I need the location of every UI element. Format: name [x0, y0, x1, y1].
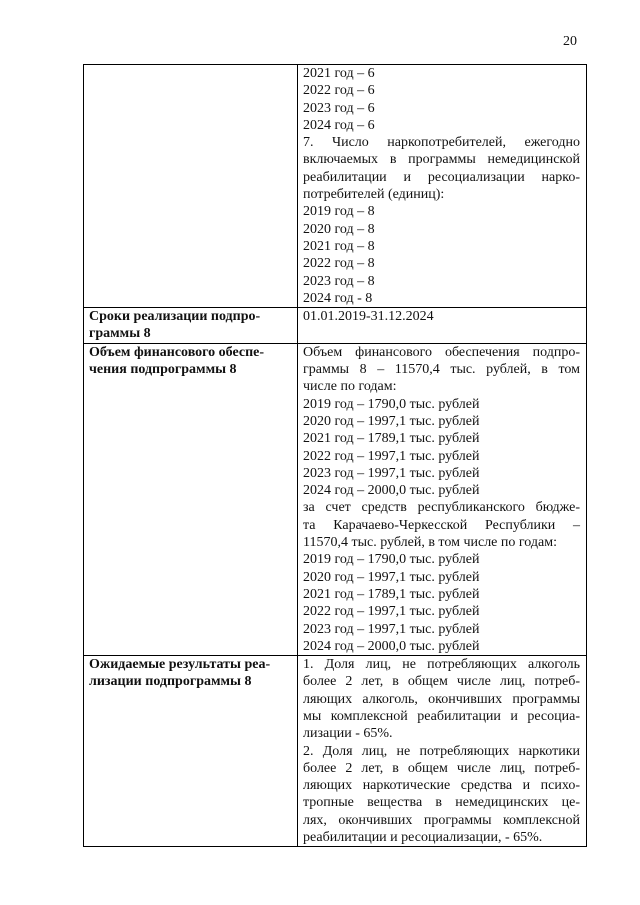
indicator-year-line: 2021 год – 6: [303, 66, 375, 81]
funding-budget-line: та Карачаево-Черкесской Республики –: [303, 517, 580, 533]
result-item1-line: лизации - 65%.: [303, 726, 393, 742]
result-item2-line: ляющих наркотические средства и психо-: [303, 778, 580, 794]
results-label-line: лизации подпрограммы 8: [89, 674, 252, 690]
indicator-year-line: 2023 год – 8: [303, 273, 375, 289]
funding-year-line: 2024 год – 2000,0 тыс. рублей: [303, 638, 480, 654]
result-item2-line: тропные вещества в немедицинских це-: [303, 795, 580, 811]
funding-label-cell: [84, 343, 298, 655]
funding-year-line: 2022 год – 1997,1 тыс. рублей: [303, 448, 480, 464]
results-label-cell: [84, 656, 298, 847]
indicator-year-line: 2024 год - 8: [303, 290, 373, 306]
indicator-year-line: 2021 год – 8: [303, 238, 375, 254]
item7-text-line: включаемых в программы немедицинской: [303, 152, 580, 168]
funding-budget-line: 11570,4 тыс. рублей, в том числе по годам:: [303, 535, 557, 551]
result-item1-line: ляющих алкоголь, окончивших программы: [303, 691, 580, 707]
funding-year-line: 2021 год – 1789,1 тыс. рублей: [303, 586, 480, 602]
terms-value-cell: [298, 308, 587, 344]
funding-year-line: 2019 год – 1790,0 тыс. рублей: [303, 396, 480, 412]
indicator-year-line: 2022 год – 8: [303, 256, 375, 272]
result-item2-line: лях, окончивших программы комплексной: [303, 812, 580, 828]
result-item1-line: мы комплексной реабилитации и ресоциа-: [303, 708, 580, 724]
terms-label-line: граммы 8: [89, 326, 151, 342]
funding-year-line: 2020 год – 1997,1 тыс. рублей: [303, 569, 480, 585]
results-label-line: Ожидаемые результаты реа-: [89, 657, 271, 673]
table-row-indicators: [84, 65, 587, 308]
funding-budget-line: за счет средств республиканского бюдже-: [303, 500, 580, 516]
table-row-funding: [84, 343, 587, 655]
funding-value-cell: [298, 343, 587, 655]
item7-text-line: потребителей (единиц):: [303, 187, 445, 203]
indicator-year-line: 2022 год – 6: [303, 83, 375, 99]
result-item2-line: более 2 лет, в общем числе лиц, потреб-: [303, 760, 580, 776]
result-item1-line: 1. Доля лиц, не потребляющих алкоголь: [303, 657, 580, 673]
result-item1-line: более 2 лет, в общем числе лиц, потреб-: [303, 674, 580, 690]
result-item2-line: 2. Доля лиц, не потребляющих наркотики: [303, 743, 580, 759]
funding-year-line: 2022 год – 1997,1 тыс. рублей: [303, 604, 480, 620]
funding-year-line: 2024 год – 2000,0 тыс. рублей: [303, 483, 480, 499]
table-row-terms: [84, 308, 587, 344]
funding-year-line: 2021 год – 1789,1 тыс. рублей: [303, 431, 480, 447]
funding-intro-line: числе по годам:: [303, 379, 397, 395]
indicator-year-line: 2019 год – 8: [303, 204, 375, 220]
terms-label-line: Сроки реализации подпро-: [89, 309, 261, 325]
indicators-value-cell: [298, 65, 587, 308]
terms-value: 01.01.2019-31.12.2024: [303, 309, 434, 325]
table-row-results: [84, 656, 587, 847]
funding-year-line: 2023 год – 1997,1 тыс. рублей: [303, 465, 480, 481]
funding-year-line: 2020 год – 1997,1 тыс. рублей: [303, 413, 480, 429]
funding-year-line: 2023 год – 1997,1 тыс. рублей: [303, 621, 480, 637]
result-item2-line: реабилитации и ресоциализации, - 65%.: [303, 830, 543, 846]
item7-text-line: реабилитации и ресоциализации нарко-: [303, 169, 580, 185]
indicator-year-line: 2020 год – 8: [303, 221, 375, 237]
item7-text-line: 7. Число наркопотребителей, ежегодно: [303, 135, 580, 151]
funding-intro-line: граммы 8 – 11570,4 тыс. рублей, в том: [303, 362, 580, 378]
results-value-cell: [298, 656, 587, 847]
funding-label-line: чения подпрограммы 8: [89, 362, 237, 378]
indicators-label-cell: [84, 65, 298, 308]
funding-label-line: Объем финансового обеспе-: [89, 344, 265, 360]
indicator-year-line: 2024 год – 6: [303, 117, 375, 133]
funding-year-line: 2019 год – 1790,0 тыс. рублей: [303, 552, 480, 568]
indicator-year-line: 2023 год – 6: [303, 100, 375, 116]
funding-intro-line: Объем финансового обеспечения подпро-: [303, 344, 580, 360]
subprogram-passport-table: [83, 64, 587, 847]
terms-label-cell: [84, 308, 298, 344]
page-number: 20: [563, 34, 577, 49]
